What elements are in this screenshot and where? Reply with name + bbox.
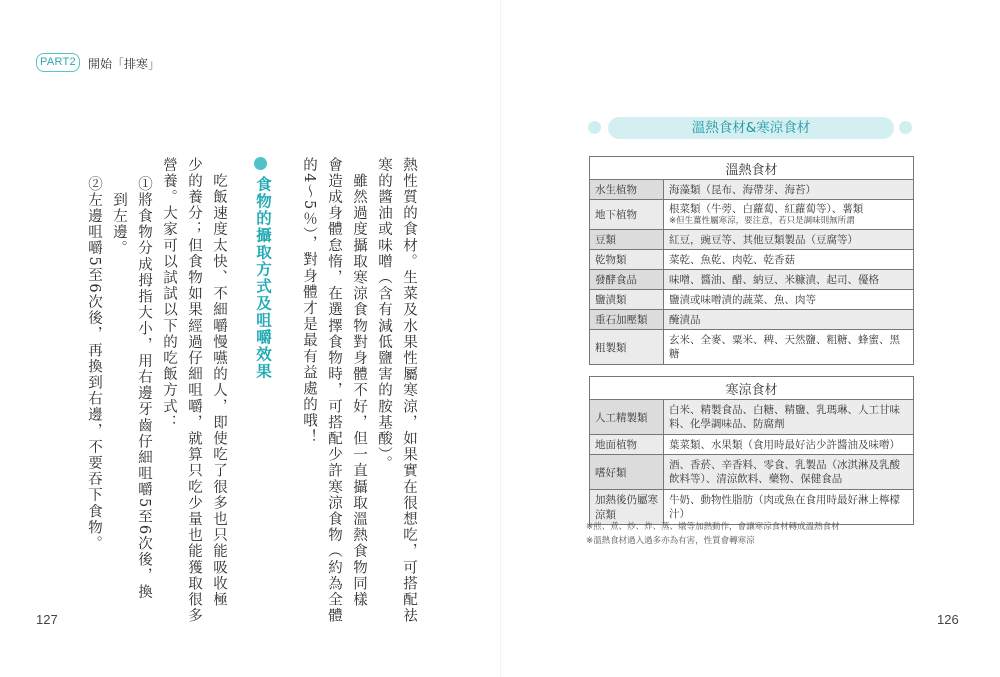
row-category: 人工精製類 (590, 400, 664, 435)
table-row (590, 330, 914, 365)
row-category: 地面植物 (590, 435, 664, 455)
part-badge: PART2 (36, 53, 80, 72)
paragraph-line-3: 雖然過度攝取寒涼食物對身體不好，但一直攝取溫熱食物同樣 (351, 157, 367, 608)
table-row (590, 180, 914, 200)
section-bullet-icon (254, 157, 267, 170)
body-line-2: 少的養分；但食物如果經過仔細咀嚼，就算只吃少量也能獲取很多 (186, 157, 202, 624)
row-category: 粗製類 (590, 330, 664, 365)
row-items: 酒、香菸、辛香料、零食、乳製品（冰淇淋及乳酸飲料等）、清涼飲料、藥物、保健食品 (664, 455, 914, 490)
table-row (590, 310, 914, 330)
pill-left-dot (588, 121, 601, 134)
row-note: ※但生薑性屬寒涼，要注意，若只是調味則無所謂 (669, 216, 855, 226)
footnote: ※煎、煮、炒、炸、蒸、燉等加熱動作，會讓寒涼食材轉成溫熱食材 (586, 522, 840, 532)
paragraph-line-1: 熱性質的食材。生菜及水果性屬寒涼，如果實在很想吃，可搭配祛 (401, 157, 417, 624)
table-row (590, 435, 914, 455)
row-category: 地下植物 (590, 200, 664, 230)
page-gutter (500, 0, 501, 677)
pill-right-dot (899, 121, 912, 134)
row-items: 味噌、醬油、醋、納豆、米糠漬、起司、優格 (664, 270, 914, 290)
table-row (590, 290, 914, 310)
row-category: 發酵食品 (590, 270, 664, 290)
paragraph-line-2: 寒的醬油或味噌（含有減低鹽害的胺基酸）。 (376, 157, 392, 472)
row-items: 醃漬品 (664, 310, 914, 330)
step-1: ①將食物分成拇指大小，用右邊牙齒仔細咀嚼5至6次後，換 (136, 176, 152, 601)
table-row (590, 400, 914, 435)
row-category: 加熱後仍屬寒涼類 (590, 490, 664, 525)
chapter-title: 開始「排寒」 (88, 57, 161, 71)
cool-table-title: 寒涼食材 (590, 377, 914, 400)
footnote: ※溫熱食材過入過多亦為有害，性質會轉寒涼 (586, 536, 755, 546)
row-items: 牛奶、動物性脂肪（肉或魚在食用時最好淋上檸檬汁） (664, 490, 914, 525)
table-row (590, 270, 914, 290)
row-items: 紅豆，豌豆等、其他豆類製品（豆腐等） (664, 230, 914, 250)
page-number-left: 127 (36, 612, 58, 627)
footnotes (586, 520, 840, 548)
warm-table-title: 溫熱食材 (590, 157, 914, 180)
row-category: 鹽漬類 (590, 290, 664, 310)
row-items: 白米、精製食品、白糖、精鹽、乳瑪琳、人工甘味料、化學調味品、防腐劑 (664, 400, 914, 435)
row-category: 豆類 (590, 230, 664, 250)
row-items: 菜乾、魚乾、肉乾、乾香菇 (664, 250, 914, 270)
row-category: 重石加壓類 (590, 310, 664, 330)
row-category: 乾物類 (590, 250, 664, 270)
table-row (590, 455, 914, 490)
row-items: 海藻類（昆布、海帶芽、海苔） (664, 180, 914, 200)
page-number-right: 126 (937, 612, 959, 627)
paragraph-line-4: 會造成身體怠惰，在選擇食物時，可搭配少許寒涼食物（約為全體 (326, 157, 342, 624)
table-row (590, 200, 914, 230)
row-items: 根菜類（牛蒡、白蘿蔔、紅蘿蔔等）、薯類 (669, 203, 864, 215)
paragraph-line-5: 的4～5％），對身體才是最有益處的哦！ (301, 157, 317, 446)
row-category: 嗜好類 (590, 455, 664, 490)
step-1-cont: 到左邊。 (111, 176, 127, 257)
row-items: 葉菜類、水果類（食用時最好沾少許醬油及味噌） (664, 435, 914, 455)
body-line-1: 吃飯速度太快、不細嚼慢嚥的人，即使吃了很多也只能吸收極 (211, 157, 227, 608)
warm-food-table (589, 156, 914, 365)
section-pill-title: 溫熱食材&寒涼食材 (608, 117, 894, 139)
table-row (590, 250, 914, 270)
body-line-3: 營養。大家可以試試以下的吃飯方式： (161, 157, 177, 431)
cool-food-table (589, 376, 914, 525)
row-category: 水生植物 (590, 180, 664, 200)
section-title: 食物的攝取方式及咀嚼效果 (254, 176, 272, 380)
table-row (590, 230, 914, 250)
row-items: 鹽漬或味噌漬的蔬菜、魚、肉等 (664, 290, 914, 310)
row-items-with-note (664, 200, 914, 230)
row-items: 玄米、全麥、粟米、稗、天然鹽、粗糖、蜂蜜、黑糖 (664, 330, 914, 365)
step-2: ②左邊咀嚼5至6次後，再換到右邊，不要吞下食物。 (86, 176, 102, 552)
